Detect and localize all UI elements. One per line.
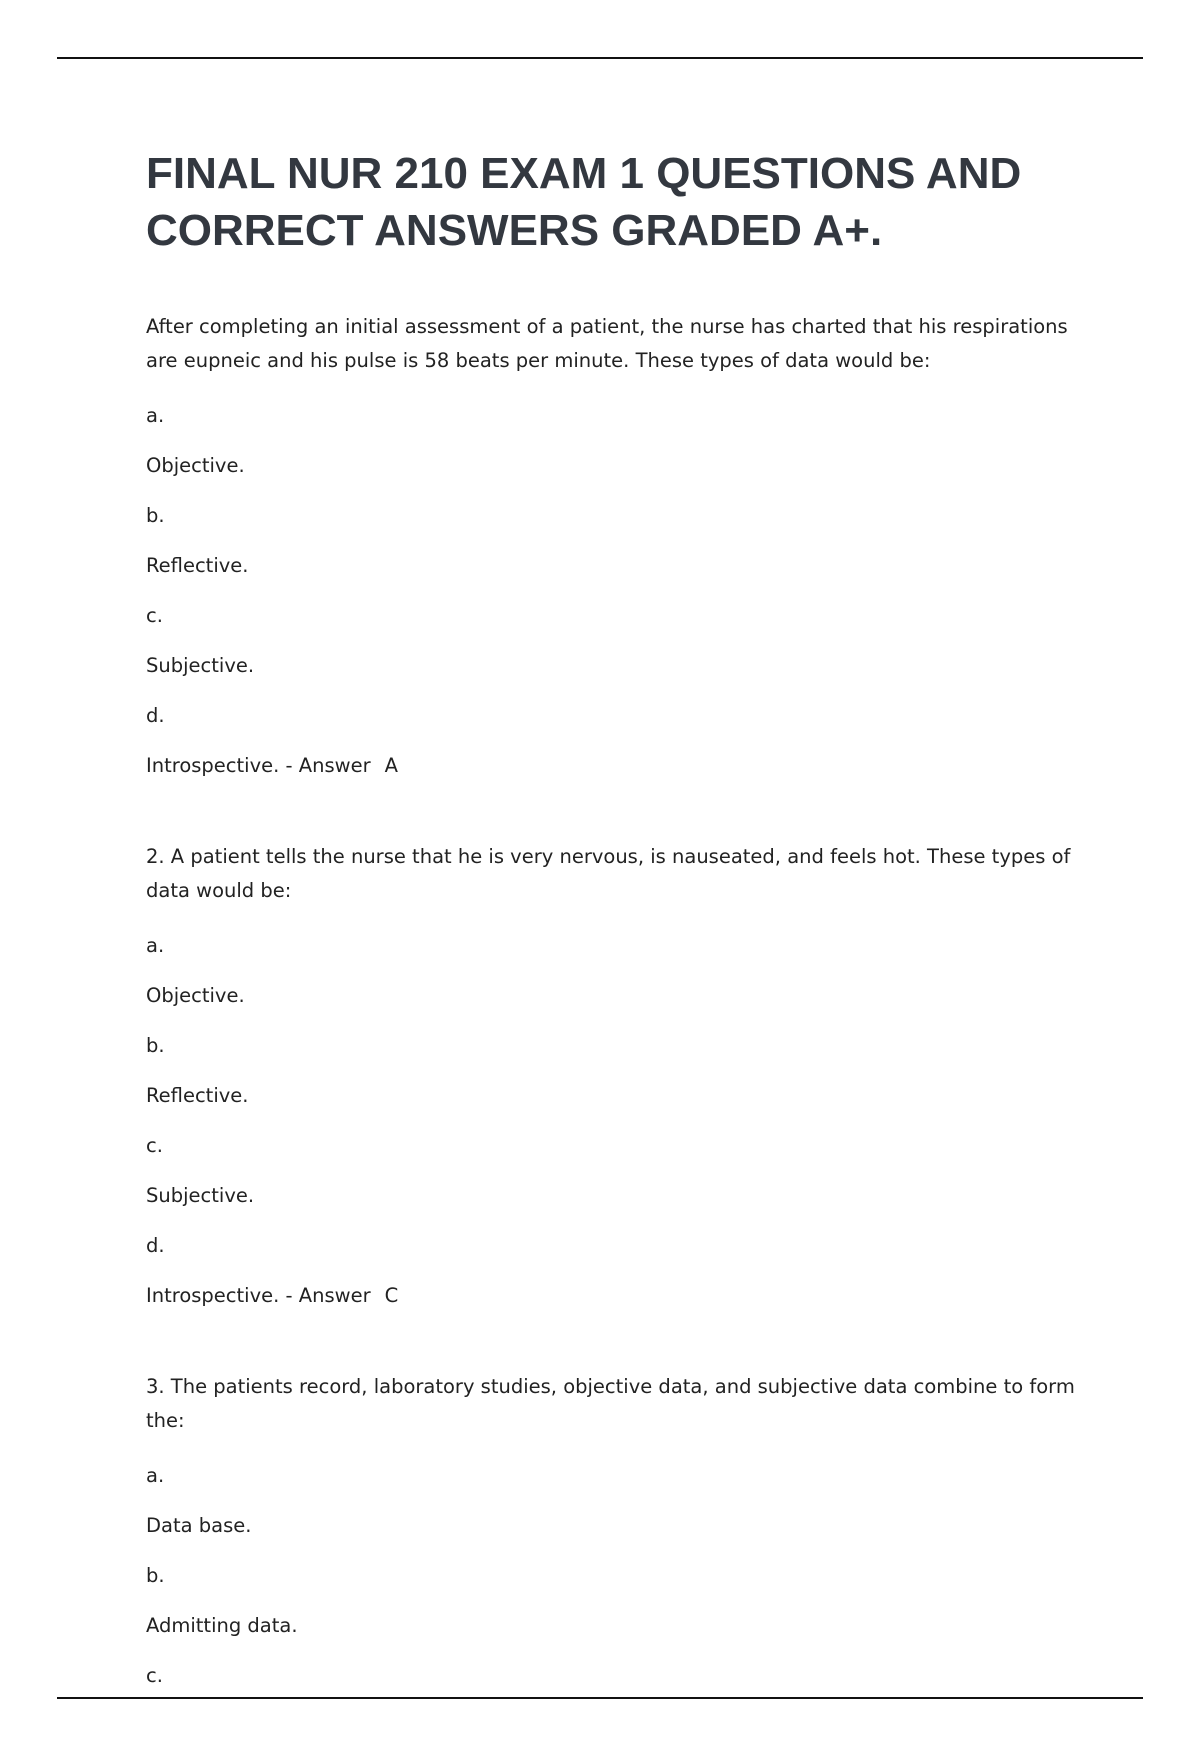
option-text-d-answer — [146, 754, 1076, 778]
question-2 — [146, 840, 1076, 1308]
question-3 — [146, 1370, 1076, 1688]
document-page — [146, 145, 1076, 1750]
option-text-b: Reflective. — [146, 1084, 249, 1107]
footer-rule — [57, 1697, 1143, 1699]
option-text-a: Objective. — [146, 984, 245, 1007]
question-1 — [146, 310, 1076, 778]
option-letter-c: c. — [146, 1664, 163, 1687]
question-stem: After completing an initial assessment of a patient, the nurse has charted that his respirations are eupneic and his pulse is 58 beats per minute. These types of data would be: — [146, 315, 1068, 372]
option-text-a: Objective. — [146, 454, 245, 477]
option-letter-b: b. — [146, 1034, 165, 1057]
option-text-d: Introspective. - Answer — [146, 754, 371, 777]
option-text-c: Subjective. — [146, 654, 255, 677]
option-text-b: Admitting data. — [146, 1614, 298, 1637]
document-title: FINAL NUR 210 EXAM 1 QUESTIONS AND CORRECT ANSWERS GRADED A+. — [146, 149, 1022, 255]
option-letter-c: c. — [146, 1134, 163, 1157]
option-text-b: Reflective. — [146, 554, 249, 577]
question-stem: 2. A patient tells the nurse that he is very nervous, is nauseated, and feels hot. These types of data would be: — [146, 845, 1071, 902]
option-letter-b: b. — [146, 504, 165, 527]
header-rule — [57, 57, 1143, 59]
question-stem: 3. The patients record, laboratory studies, objective data, and subjective data combine to form the: — [146, 1375, 1075, 1432]
option-letter-a: a. — [146, 934, 165, 957]
answer-value: A — [384, 754, 398, 777]
option-letter-a: a. — [146, 1464, 165, 1487]
option-text-d: Introspective. - Answer — [146, 1284, 371, 1307]
option-letter-d: d. — [146, 704, 165, 727]
option-text-d-answer — [146, 1284, 1076, 1308]
option-text-a: Data base. — [146, 1514, 252, 1537]
option-text-c: Subjective. — [146, 1184, 255, 1207]
option-letter-c: c. — [146, 604, 163, 627]
option-letter-a: a. — [146, 404, 165, 427]
question-list — [146, 310, 1076, 1688]
option-letter-d: d. — [146, 1234, 165, 1257]
answer-value: C — [384, 1284, 399, 1307]
option-letter-b: b. — [146, 1564, 165, 1587]
